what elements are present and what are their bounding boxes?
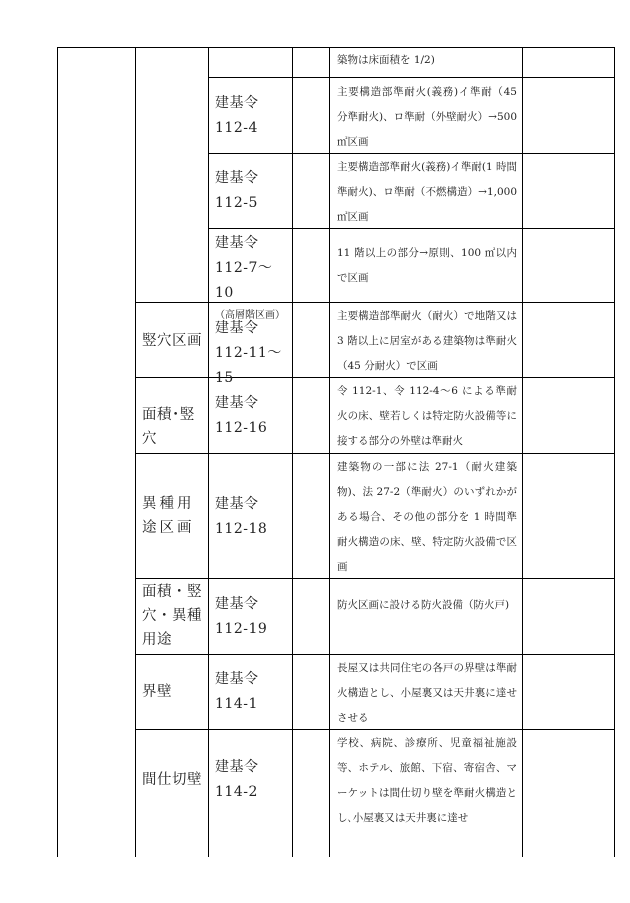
law-reference: 建基令 114-2 (215, 759, 259, 800)
law-reference: 建基令 112-5 (215, 170, 259, 211)
column-divider-3 (292, 47, 293, 857)
row-description: 築物は床面積を 1/2) (337, 54, 435, 66)
row-description: 防火区画に設ける防火設備（防火戸) (337, 599, 510, 611)
category-label: 界壁 (142, 684, 172, 700)
law-reference: 建基令 112-16 (215, 395, 268, 436)
law-reference: 建基令 112-11～15 (215, 320, 282, 386)
row-description: 主要構造部準耐火（耐火）で地階又は 3 階以上に居室がある建築物は準耐火（45 分耐火）で区画 (337, 310, 517, 372)
law-reference: 建基令 112-18 (215, 496, 268, 537)
row-description: 主要構造部準耐火(義務)イ準耐（45 分準耐火)、ロ準耐（外壁耐火）→500 ㎡区画 (337, 86, 517, 148)
table-row (337, 48, 517, 73)
column-divider-2 (208, 47, 209, 857)
column-divider-4 (329, 47, 330, 857)
category-label: 間仕切壁 (142, 772, 202, 788)
category-label: 竪穴区画 (142, 333, 202, 349)
row-description: 建築物の一部に法 27-1（耐火建築物)、法 27-2（準耐火）のいずれかがある場合、その他の部分を 1 時間準耐火構造の床、壁、特定防火設備で区画 (337, 461, 517, 573)
law-reference: 建基令 114-1 (215, 671, 259, 712)
row-description: 11 階以上の部分→原則、100 ㎡以内で区画 (337, 247, 517, 284)
row-description: 学校、病院、診療所、児童福祉施設等、ホテル、旅館、下宿、寄宿舎、マーケットは間仕切り壁を準耐火構造とし､小屋裏又は天井裏に達せ (337, 737, 517, 824)
law-reference: 建基令 112-4 (215, 95, 259, 136)
row-description: 長屋又は共同住宅の各戸の界壁は準耐火構造とし、小屋裏又は天井裏に達せさせる (337, 662, 517, 724)
row-divider (135, 654, 615, 655)
column-divider-1 (135, 47, 136, 857)
law-reference: 建基令 112-7～10 （高層階区画） (215, 231, 290, 324)
row-divider (208, 77, 615, 78)
table-border-left (57, 47, 58, 857)
column-divider-5 (522, 47, 523, 857)
row-description: 令 112-1、令 112-4～6 による準耐火の床、壁若しくは特定防火設備等に接する部分の外壁は準耐火 (337, 385, 517, 447)
category-label: 面積・竪穴・異種用途 (142, 584, 202, 648)
category-label: 面積･竪穴 (142, 407, 195, 447)
category-label: 異種用途区画 (142, 496, 195, 536)
law-note: （高層階区画） (215, 310, 285, 321)
row-description: 主要構造部準耐火(義務)イ準耐(1 時間準耐火)、ロ準耐（不燃構造）→1,000 ㎡区画 (337, 161, 517, 223)
row-divider (135, 302, 615, 303)
table-border-right (614, 47, 615, 857)
table-border-top (57, 47, 615, 48)
law-reference: 建基令 112-19 (215, 596, 268, 637)
